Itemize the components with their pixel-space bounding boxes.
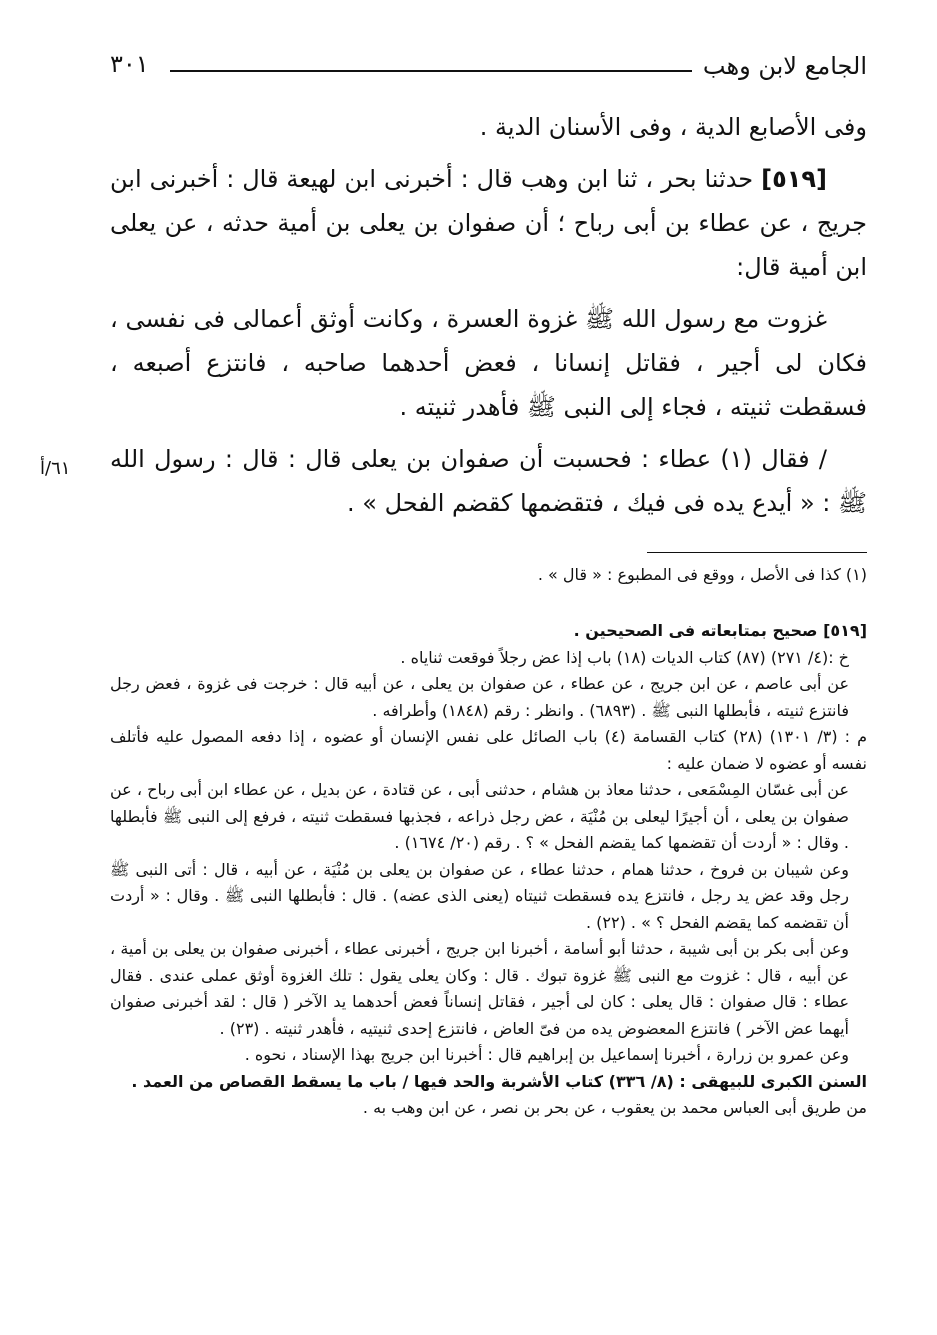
footnote-1: (١) كذا فى الأصل ، ووقع فى المطبوع : « قال » . xyxy=(537,565,867,584)
takhrij-line: م : (٣/ ١٣٠١) (٢٨) كتاب القسامة (٤) باب الصائل على نفس الإنسان أو عضوه ، إذا دفعه المصول عليه فأتلف نفسه أو عضوه لا ضمان عليه : xyxy=(110,727,867,773)
hadith-519-chain: حدثنا بحر ، ثنا ابن وهب قال : أخبرنى ابن لهيعة قال : أخبرنى ابن جريج ، عن عطاء بن أبى رباح ؛ أن صفوان بن يعلى بن أمية حدثه ، عن يعلى ابن أمية قال: xyxy=(110,165,867,281)
takhrij-section xyxy=(110,618,867,1122)
hadith-number: [٥١٩] xyxy=(761,165,827,193)
footnote-rule xyxy=(647,552,867,553)
hadith-519-matn: غزوت مع رسول الله ﷺ غزوة العسرة ، وكانت أوثق أعمالى فى نفسى ، فكان لى أجير ، فقاتل إنسانا ، فعض أحدهما صاحبه ، فانتزع أصبعه ، فسقطت ثنيته ، فجاء إلى النبى ﷺ فأهدر ثنيته . xyxy=(110,305,867,421)
takhrij-line: عن أبى غسّان المِسْمَعى ، حدثنا معاذ بن هشام ، حدثنى أبى ، عن قتادة ، عن بديل ، عن عطاء ابن أبى رباح ، عن صفوان بن يعلى ، أن أجيرًا ليعلى بن مُنْيَة ، عض رجل ذراعه ، فجذبها فسقطت ثنيته ، فرفع إلى النبى ﷺ فأبطلها . وقال : « أردت أن تقضمها كما يقضم الفحل » ؟ . رقم (٢٠/ ١٦٧٤) . xyxy=(110,780,849,852)
manuscript-folio-ref: ٦١/أ xyxy=(40,458,71,479)
hadith-519-isnad xyxy=(110,157,867,289)
hadith-519-addition: / فقال (١) عطاء : فحسبت أن صفوان بن يعلى قال : قال : رسول الله ﷺ : « أيدع يده فى فيك ، فتقضمها كقضم الفحل » . xyxy=(110,445,867,517)
takhrij-line: السنن الكبرى للبيهقى : (٨/ ٣٣٦) كتاب الأشربة والحد فيها / باب ما يسقط القصاص من العمد . xyxy=(131,1071,867,1091)
takhrij-line: عن أبى عاصم ، عن ابن جريج ، عن عطاء ، عن صفوان بن يعلى ، عن أبيه قال : خرجت فى غزوة ، فعض رجل فانتزع ثنيته ، فأبطلها النبى ﷺ . (٦٨٩٣) . وانظر : رقم (١٨٤٨) وأطرافه . xyxy=(110,674,849,720)
main-line-1: وفى الأصابع الدية ، وفى الأسنان الدية . xyxy=(479,113,867,141)
takhrij-heading: [٥١٩] صحيح بمتابعاته فى الصحيحين . xyxy=(573,621,867,640)
main-text xyxy=(110,105,867,533)
book-title: الجامع لابن وهب xyxy=(702,52,867,80)
page-header xyxy=(110,52,867,88)
takhrij-line: وعن شيبان بن فروخ ، حدثنا همام ، حدثنا عطاء ، عن صفوان بن يعلى بن مُنْيَة ، عن أبيه ، قال : أتى النبى ﷺ رجل وقد عض يد رجل ، فانتزع يده فسقطت ثنيتاه (يعنى الذى عضه) . قال : فأبطلها النبى ﷺ . وقال : « أردت أن تقضمه كما يقضم الفحل ؟ » . (٢٢) . xyxy=(110,859,849,932)
header-rule xyxy=(170,70,692,72)
takhrij-line: وعن أبى بكر بن أبى شيبة ، حدثنا أبو أسامة ، أخبرنا ابن جريج ، أخبرنى عطاء ، أخبرنى صفوان بن يعلى بن أمية ، عن أبيه ، قال : غزوت مع النبى ﷺ غزوة تبوك . قال : وكان يعلى يقول : تلك الغزوة أوثق عملى عندى . فقال عطاء : قال صفوان : قال يعلى : كان لى أجير ، فقاتل إنساناً فعض أحدهما يد الآخر ( قال : لقد أخبرنى صفوان أيهما عض الآخر ) فانتزع المعضوض يده من فىّ العاض ، فانتزع إحدى ثنيتيه ، فأهدر ثنيته . (٢٣) . xyxy=(110,939,849,1038)
takhrij-line: وعن عمرو بن زرارة ، أخبرنا إسماعيل بن إبراهيم قال : أخبرنا ابن جريج بهذا الإسناد ، نحوه . xyxy=(244,1045,849,1064)
page-number: ٣٠١ xyxy=(110,50,149,78)
takhrij-line: خ :(٤/ ٢٧١) (٨٧) كتاب الديات (١٨) باب إذا عض رجلاً فوقعت ثناياه . xyxy=(400,647,849,667)
takhrij-line: من طريق أبى العباس محمد بن يعقوب ، عن بحر بن نصر ، عن ابن وهب به . xyxy=(362,1098,867,1117)
